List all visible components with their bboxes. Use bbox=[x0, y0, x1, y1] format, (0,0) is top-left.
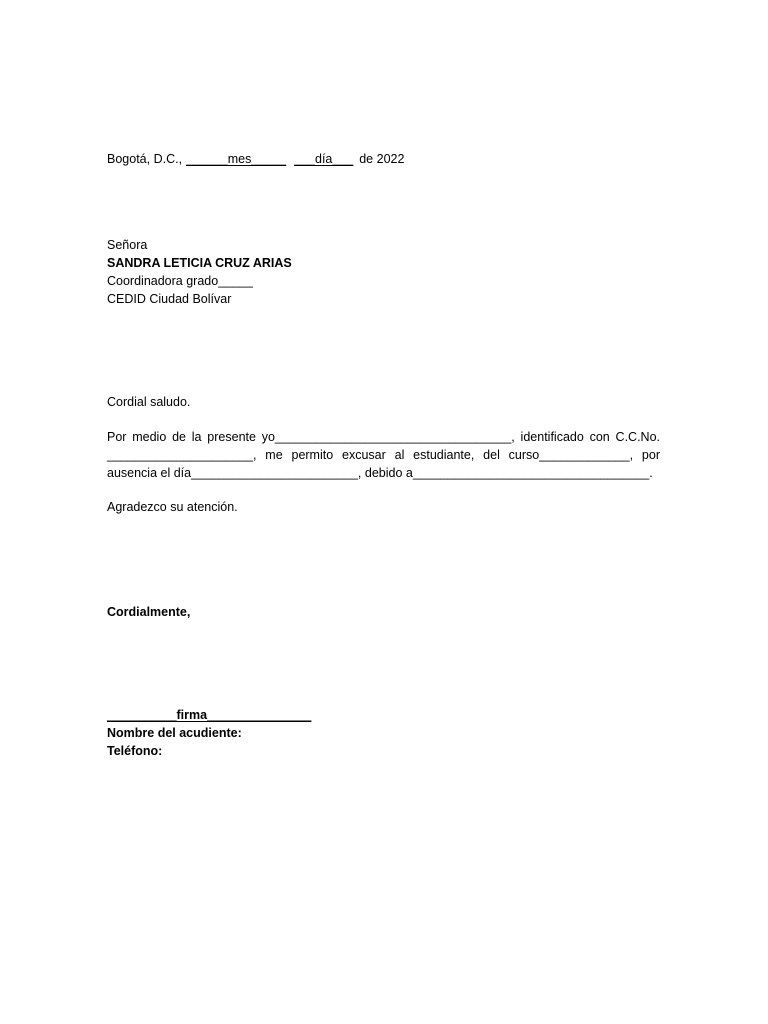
body-line: _____________________, me permito excusar al estudiante, del curso_____________, por bbox=[107, 448, 660, 462]
recipient-name: SANDRA LETICIA CRUZ ARIAS bbox=[107, 256, 292, 270]
closing-line: Cordialmente, bbox=[107, 605, 191, 619]
recipient-institution: CEDID Ciudad Bolívar bbox=[107, 292, 232, 306]
recipient-block bbox=[107, 236, 292, 308]
phone-label: Teléfono: bbox=[107, 744, 163, 758]
guardian-name-label: Nombre del acudiente: bbox=[107, 726, 242, 740]
date-line bbox=[107, 150, 404, 168]
day-field: ___día___ bbox=[294, 152, 354, 166]
body-line: Por medio de la presente yo__________________________________, identificado con C.C.No. bbox=[107, 430, 660, 444]
recipient-title: Señora bbox=[107, 238, 148, 252]
body-paragraph bbox=[107, 428, 660, 482]
signature-line: __________firma_______________ bbox=[107, 708, 312, 722]
greeting: Cordial saludo. bbox=[107, 395, 191, 409]
month-field: ______mes_____ bbox=[186, 152, 287, 166]
signature-block bbox=[107, 706, 311, 760]
date-place: Bogotá, D.C., bbox=[107, 152, 183, 166]
date-year: de 2022 bbox=[359, 152, 405, 166]
thanks-line: Agradezco su atención. bbox=[107, 500, 238, 514]
recipient-position: Coordinadora grado_____ bbox=[107, 274, 253, 288]
body-line: ausencia el día________________________, debido a__________________________________. bbox=[107, 466, 653, 480]
